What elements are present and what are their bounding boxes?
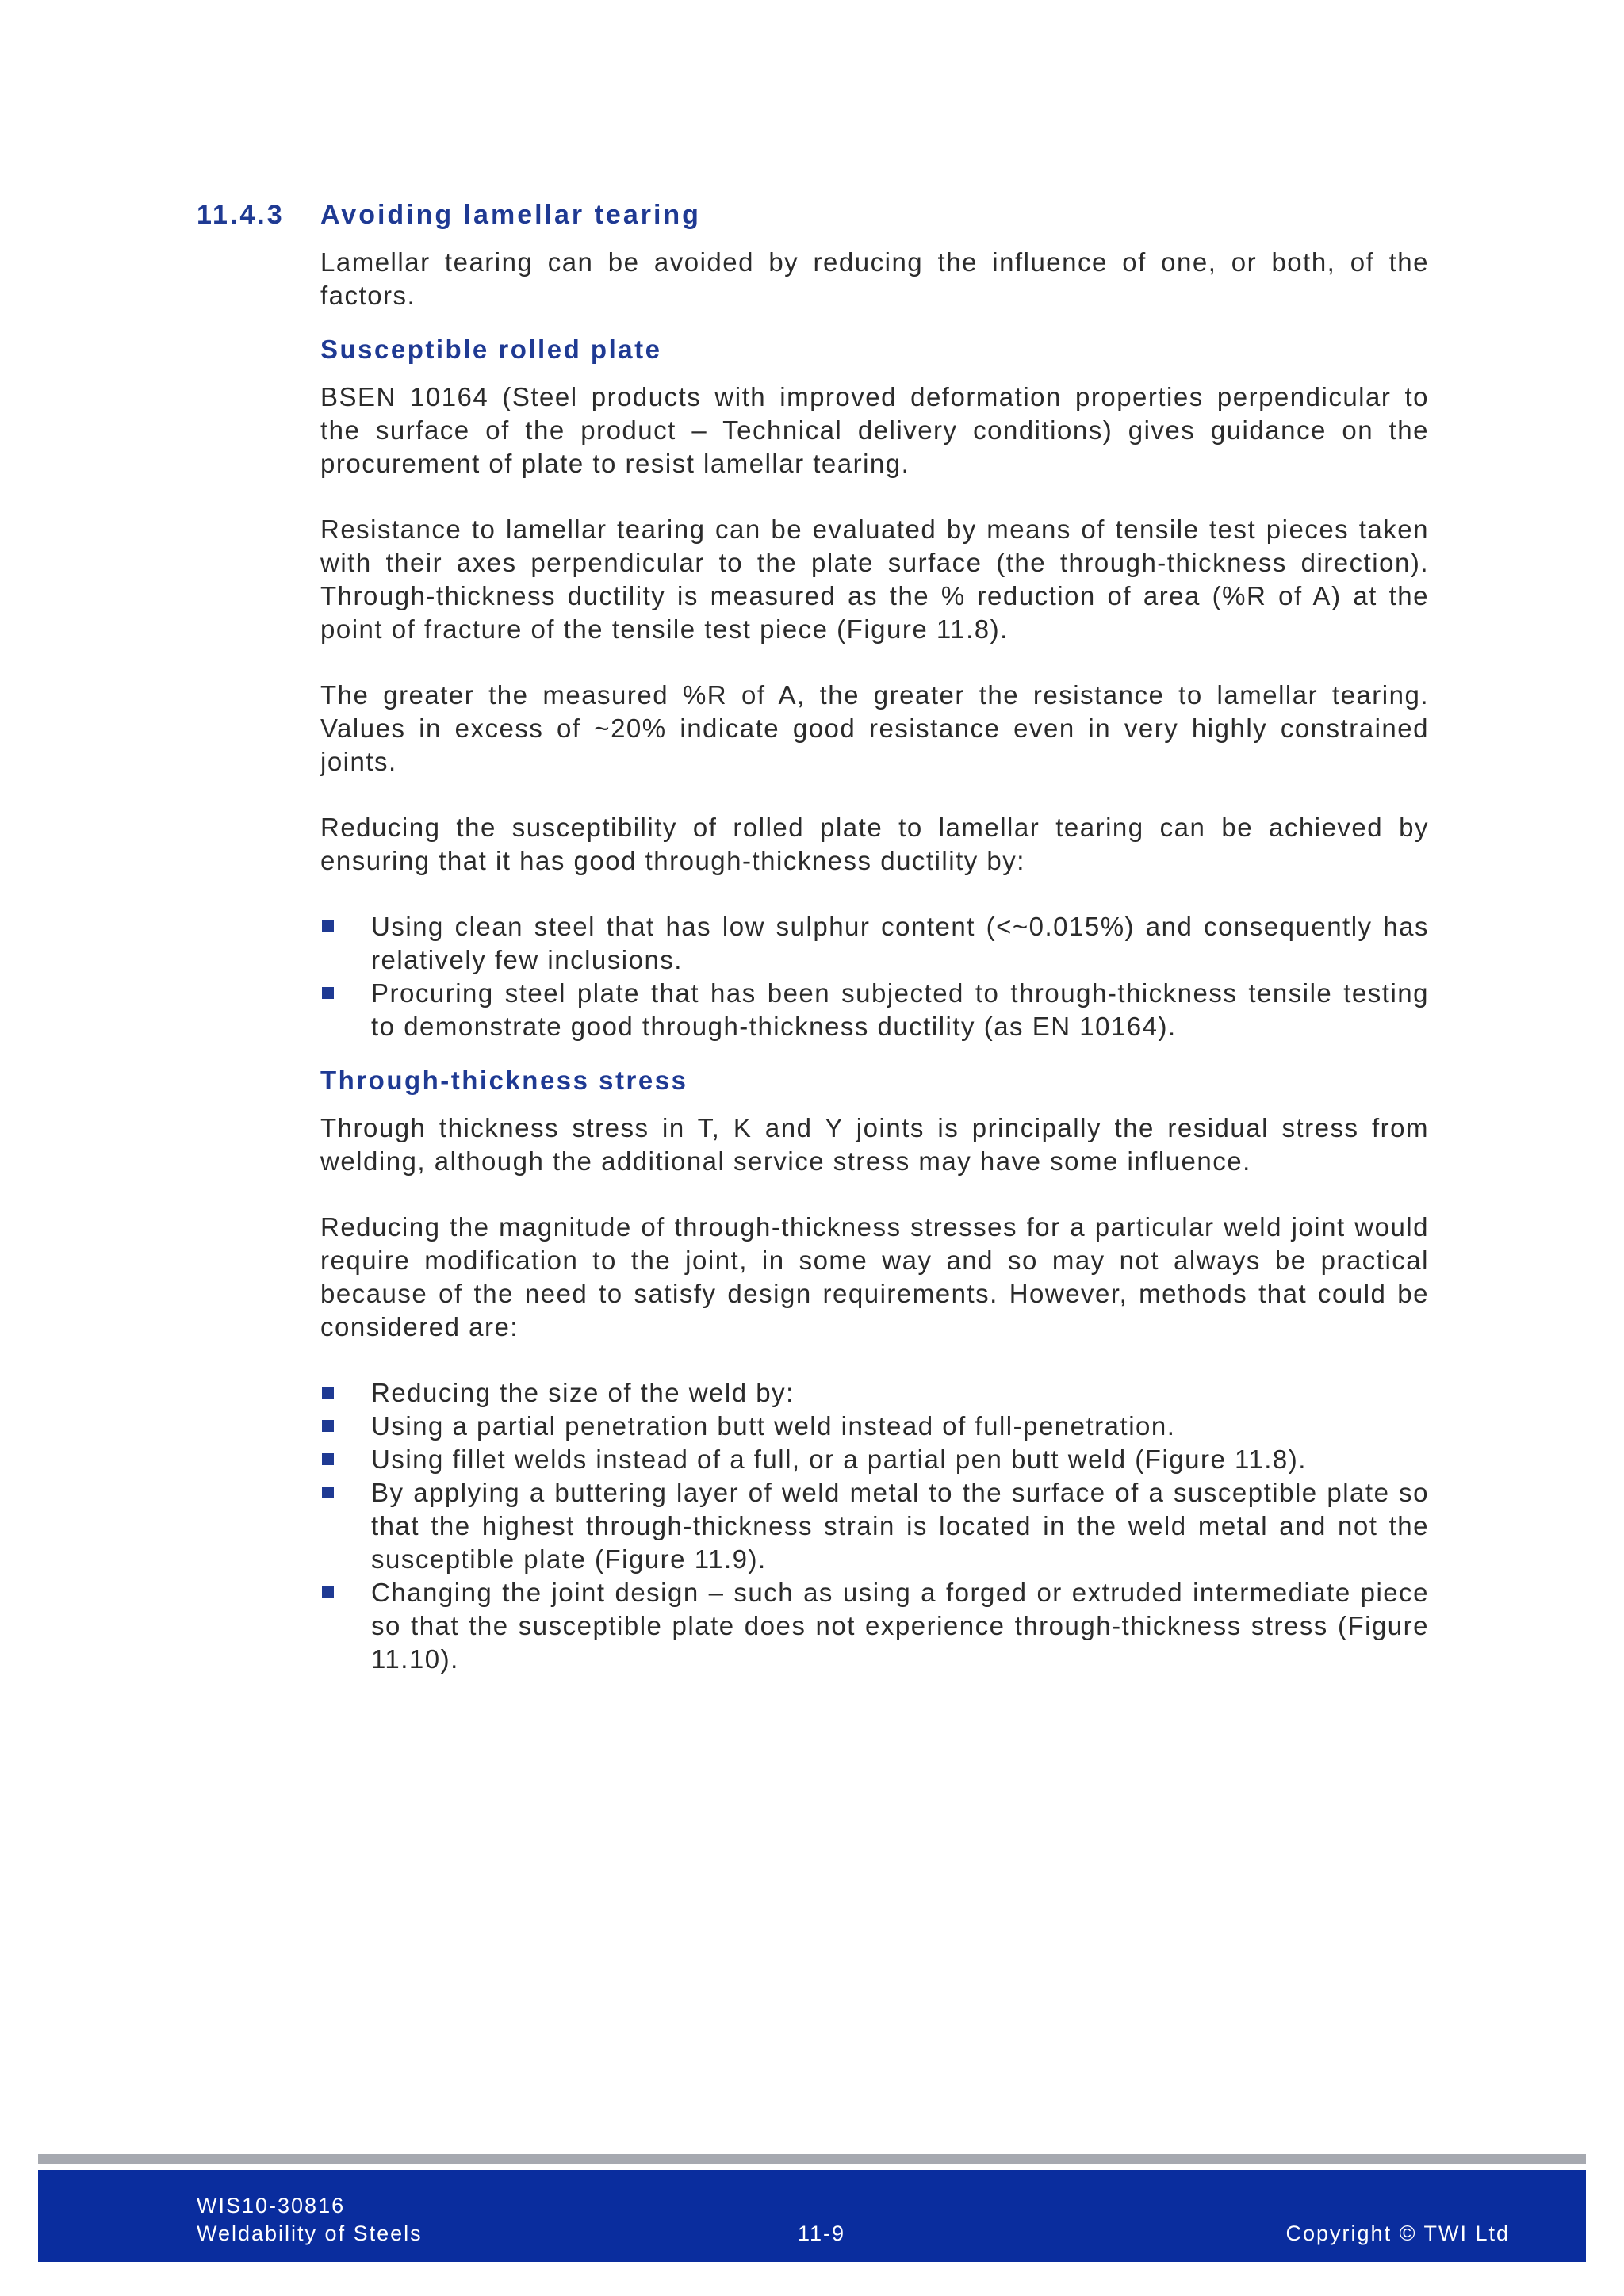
subheading-rolled-plate: Susceptible rolled plate bbox=[320, 335, 662, 364]
list-item bbox=[320, 1576, 1429, 1676]
list-item-text: Changing the joint design – such as using a forged or extruded intermediate piece so that the susceptible plate does not experience through-thickness stress (Figure 11.10). bbox=[371, 1578, 1429, 1674]
section-heading bbox=[197, 200, 1434, 231]
footer-divider bbox=[38, 2154, 1586, 2164]
list-item-text: Using clean steel that has low sulphur content (<~0.015%) and consequently has relatively few inclusions. bbox=[371, 912, 1429, 974]
list-item bbox=[320, 1410, 1429, 1443]
footer-document-id: WIS10-30816 bbox=[197, 2194, 346, 2218]
footer-copyright: Copyright © TWI Ltd bbox=[1285, 2221, 1510, 2245]
paragraph: Through thickness stress in T, K and Y joints is principally the residual stress from welding, although the additional service stress may have some influence. bbox=[320, 1113, 1429, 1176]
list-item bbox=[320, 1476, 1429, 1576]
list-item-text: Using a partial penetration butt weld instead of full-penetration. bbox=[371, 1411, 1176, 1441]
section-intro: Lamellar tearing can be avoided by reducing the influence of one, or both, of the factors. bbox=[320, 247, 1429, 310]
paragraph: BSEN 10164 (Steel products with improved deformation properties perpendicular to the surface of the product – Technical delivery conditions) gives guidance on the procurement of plate to resist lamellar tearing. bbox=[320, 382, 1429, 478]
subheading-through-thickness: Through-thickness stress bbox=[320, 1066, 688, 1095]
list-item-text: Procuring steel plate that has been subjected to through-thickness tensile testing to demonstrate good through-thickness ductility (as EN 10164). bbox=[371, 978, 1429, 1041]
list-item bbox=[320, 977, 1429, 1043]
main-content bbox=[320, 246, 1429, 1697]
paragraph: Reducing the susceptibility of rolled plate to lamellar tearing can be achieved by ensuring that it has good through-thickness ductility by: bbox=[320, 813, 1429, 875]
section-title: Avoiding lamellar tearing bbox=[320, 200, 701, 230]
square-bullet-icon bbox=[322, 1487, 334, 1498]
paragraph: Reducing the magnitude of through-thickness stresses for a particular weld joint would require modification to the joint, in some way and so may not always be practical because of the need to satisfy design requirements. However, methods that could be considered are: bbox=[320, 1212, 1429, 1341]
square-bullet-icon bbox=[322, 1387, 334, 1399]
list-item bbox=[320, 910, 1429, 977]
footer-document-title: Weldability of Steels bbox=[197, 2221, 423, 2245]
square-bullet-icon bbox=[322, 1586, 334, 1598]
list-item bbox=[320, 1443, 1429, 1476]
square-bullet-icon bbox=[322, 1453, 334, 1465]
list-item bbox=[320, 1376, 1429, 1410]
square-bullet-icon bbox=[322, 987, 334, 999]
paragraph: The greater the measured %R of A, the greater the resistance to lamellar tearing. Values in excess of ~20% indicate good resistance even in very highly constrained joints. bbox=[320, 680, 1429, 776]
list-item-text: By applying a buttering layer of weld metal to the surface of a susceptible plate so that the highest through-thickness strain is located in the weld metal and not the susceptible plate (Figure 11.9). bbox=[371, 1478, 1429, 1574]
bullet-list-stress-methods bbox=[320, 1376, 1429, 1676]
square-bullet-icon bbox=[322, 920, 334, 932]
list-item-text: Using fillet welds instead of a full, or a partial pen butt weld (Figure 11.8). bbox=[371, 1445, 1307, 1474]
bullet-list-plate-ductility bbox=[320, 910, 1429, 1043]
page-footer bbox=[38, 2170, 1586, 2262]
paragraph: Resistance to lamellar tearing can be evaluated by means of tensile test pieces taken with their axes perpendicular to the plate surface (the through-thickness direction). Through-thickness ductility is measured as the % reduction of area (%R of A) at the point of fracture of the tensile test piece (Figure 11.8). bbox=[320, 515, 1429, 644]
square-bullet-icon bbox=[322, 1420, 334, 1432]
footer-page-number: 11-9 bbox=[798, 2221, 846, 2245]
list-item-text: Reducing the size of the weld by: bbox=[371, 1378, 795, 1407]
section-number: 11.4.3 bbox=[197, 200, 285, 230]
